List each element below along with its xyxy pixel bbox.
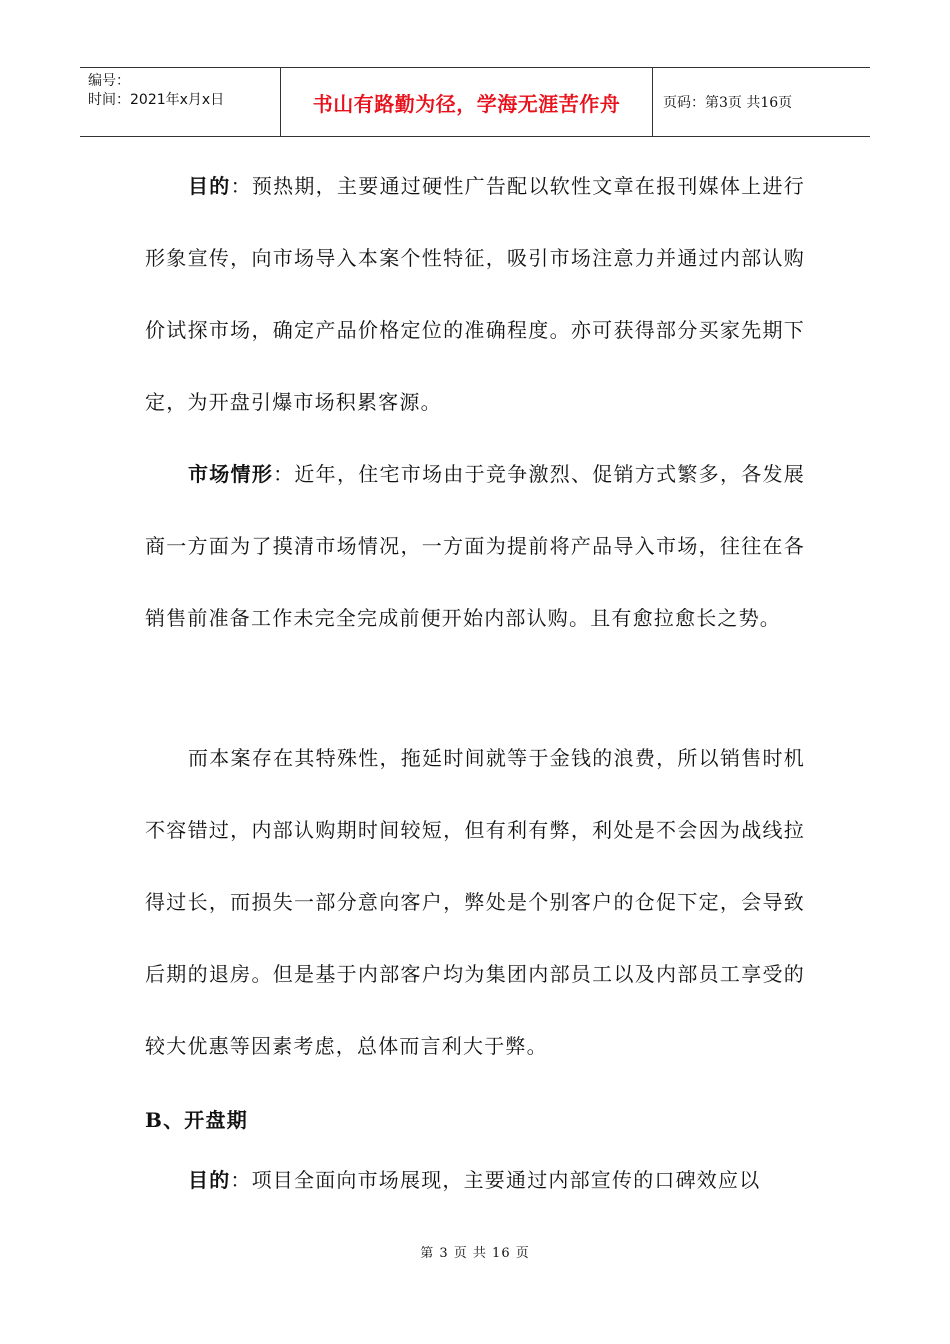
header-page-code: 页码：第3页 共16页 [663, 95, 793, 111]
header-motto: 书山有路勤为径，学海无涯苦作舟 [281, 68, 653, 136]
paragraph-market-situation [145, 438, 805, 654]
page-footer: 第 3 页 共 16 页 [420, 1246, 530, 1261]
paragraph-label: 市场情形 [188, 462, 274, 486]
page-header [80, 67, 870, 137]
paragraph-label: 目的 [188, 1168, 231, 1192]
paragraph-text: 而本案存在其特殊性，拖延时间就等于金钱的浪费，所以销售时机不容错过，内部认购期时间较短，但有利有弊，利处是不会因为战线拉得过长，而损失一部分意向客户，弊处是个别客户的仓促下定，会导致后期的退房。但是基于内部客户均为集团内部员工以及内部员工享受的较大优惠等因素考虑，总体而言利大于弊。 [145, 746, 805, 1058]
paragraph-purpose-opening [145, 1144, 805, 1216]
paragraph-purpose-preheat [145, 150, 805, 438]
header-meta [80, 68, 281, 136]
doc-number-label: 编号： [88, 73, 130, 89]
paragraph-text: ：项目全面向市场展现，主要通过内部宣传的口碑效应以 [230, 1168, 761, 1192]
paragraph-project-specifics [145, 722, 805, 1082]
section-heading-opening: B、开盘期 [145, 1108, 248, 1132]
paragraph-label: 目的 [188, 174, 231, 198]
doc-time-label: 时间：2021年x月x日 [88, 92, 225, 108]
paragraph-text: ：近年，住宅市场由于竞争激烈、促销方式繁多，各发展商一方面为了摸清市场情况，一方面为提前将产品导入市场，往往在各销售前准备工作未完全完成前便开始内部认购。且有愈拉愈长之势。 [145, 462, 805, 630]
paragraph-text: ：预热期，主要通过硬性广告配以软性文章在报刊媒体上进行形象宣传，向市场导入本案个性特征，吸引市场注意力并通过内部认购价试探市场，确定产品价格定位的准确程度。亦可获得部分买家先期下定，为开盘引爆市场积累客源。 [145, 174, 805, 414]
